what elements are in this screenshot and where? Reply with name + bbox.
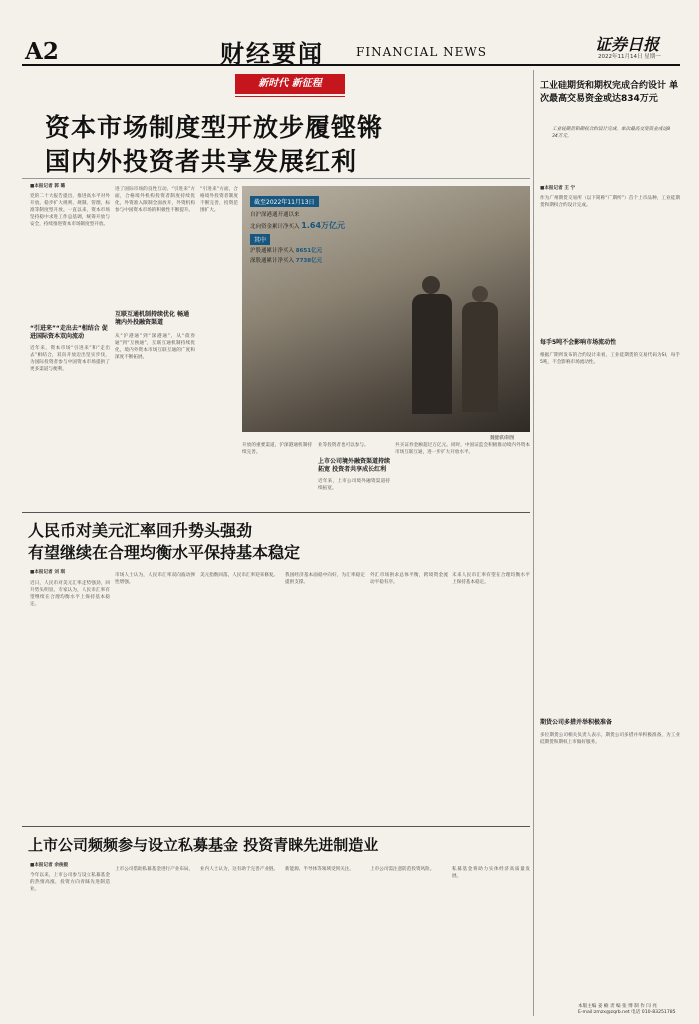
lead-headline-line2: 国内外投资者共享发展红利 bbox=[45, 147, 358, 176]
article3-column-5: 上市公司需注意防范投资风险。 bbox=[370, 867, 435, 872]
article2-byline: ■本报记者 刘 琪 bbox=[30, 570, 66, 575]
lead-photo bbox=[242, 186, 530, 432]
sidebar-footer: 本版主编 姜 楠 责 编 张 博 制 作 闫 亮 E-mail:zmzx@zqrb.net 电话 010-83251785 bbox=[578, 1004, 676, 1015]
article3-top-rule bbox=[22, 826, 530, 827]
infobox-line2-prefix: 北向资金累计净买入 bbox=[250, 224, 300, 230]
lead-subhead-3b bbox=[318, 458, 390, 474]
article2-column-4: 我国经济基本面稳中向好，为汇率稳定提供支撑。 bbox=[285, 573, 365, 585]
banner-underline bbox=[235, 96, 345, 97]
infobox-line2-value: 1.64万亿元 bbox=[301, 221, 346, 230]
image-credit: 魏健骐/制图 bbox=[490, 436, 515, 441]
article2-column-3: 美元指数回落，人民币汇率迎来修复。 bbox=[200, 573, 279, 578]
infobox-tag: 其中 bbox=[250, 234, 270, 245]
article2-column-5: 外汇市场供求总体平衡，跨境资金流动平稳有序。 bbox=[370, 573, 448, 585]
article2-headline-line1: 人民币对美元汇率回升势头强劲 bbox=[28, 521, 253, 540]
sidebar-column-2: 根据广期所发布的合约设计来看，工业硅期货的交易代码为SI，每手5吨，不会影响市场流动性。 bbox=[540, 353, 680, 365]
article3-byline: ■本报记者 余俊毅 bbox=[30, 863, 69, 868]
article3-column-6: 私募基金将助力实体经济高质量发展。 bbox=[452, 867, 530, 879]
article3-column-2: 上市公司借助私募基金进行产业布局。 bbox=[115, 867, 194, 872]
infobox-line3-value: 8651亿元 bbox=[295, 248, 323, 254]
article2-column-1: 近日，人民币对美元汇率走势强劲，回升势头明显。专家认为，人民币汇率有望继续在合理均衡水平上保持基本稳定。 bbox=[30, 581, 110, 607]
infobox-date: 截至2022年11月13日 bbox=[250, 196, 319, 207]
lead-column-3: “引进来”方面，合格境外投资者制度不断完善，投资范围扩大。 bbox=[200, 187, 238, 213]
infobox-line4-value: 7738亿元 bbox=[295, 258, 323, 264]
article2-column-2: 市场人士认为，人民币汇率双向波动弹性增强。 bbox=[115, 573, 195, 585]
lead-subhead-2-text: 互联互通机制持续优化 畅通境内外投融资渠道 bbox=[115, 311, 190, 326]
infobox-line1: 自沪深港通开通以来 bbox=[250, 212, 300, 218]
lead-byline: ■本报记者 郭 璐 bbox=[30, 184, 66, 189]
article3-column-4: 新能源、半导体等领域受到关注。 bbox=[285, 867, 354, 872]
sidebar-column-1: 作为广州期货交易所（以下简称“广期所”）首个上市品种，工业硅期货和期权合约设计完成。 bbox=[540, 196, 680, 208]
masthead bbox=[0, 0, 699, 68]
sidebar-column-3: 多位期货公司相关负责人表示，期货公司多措并举积极准备，为工业硅期货和期权上市做好服务。 bbox=[540, 733, 680, 745]
header-rule bbox=[22, 64, 680, 66]
lead-subhead-1-text: “引进来”“走出去”相结合 促进国际资本双向流动 bbox=[30, 325, 108, 340]
section-title-en: FINANCIAL NEWS bbox=[356, 45, 487, 59]
figure-body-1 bbox=[412, 294, 452, 414]
sidebar-subhead-1: 每手5吨不会影响市场流动性 bbox=[540, 339, 617, 346]
sidebar-summary: 工业硅期货和期权合约设计完成，单次最高交易资金或达834万元。 bbox=[552, 127, 670, 139]
infobox-line4-prefix: 深股通累计净买入 bbox=[250, 258, 295, 264]
infobox-line3 bbox=[250, 246, 322, 254]
sidebar-subhead-2: 期货公司多措并举积极准备 bbox=[540, 719, 613, 726]
sidebar-divider bbox=[533, 70, 534, 1016]
figure-body-2 bbox=[462, 302, 498, 412]
article3-column-1: 今年以来，上市公司参与设立私募基金的热情高涨，投资方向青睐先进制造业。 bbox=[30, 873, 110, 892]
infobox-line3-prefix: 沪股通累计净买入 bbox=[250, 248, 295, 254]
lead-column-5b: 近年来，上市公司境外融资渠道持续拓宽。 bbox=[318, 479, 390, 491]
article3-headline: 上市公司频频参与设立私募基金 投资青睐先进制造业 bbox=[28, 836, 379, 854]
lead-subhead-1 bbox=[30, 325, 110, 341]
lead-headline-rule bbox=[22, 178, 530, 179]
section-title: 财经要闻 bbox=[220, 40, 324, 68]
sidebar-headline: 工业硅期货和期权完成合约设计 单次最高交易资金或达834万元 bbox=[540, 81, 679, 104]
infobox-line2 bbox=[250, 220, 345, 231]
lead-subhead-2 bbox=[115, 311, 195, 327]
article2-top-rule bbox=[22, 512, 530, 513]
page-number: A2 bbox=[25, 38, 59, 65]
illustration-figures bbox=[392, 206, 522, 426]
date-line: 2022年11月14日 星期一 bbox=[598, 54, 661, 60]
lead-column-2: 进了国际市场的良性互动。“引进来”方面，合格境外机构投资者制度持续优化，外资准入限制全面放开，外资机构参与中国资本市场的积极性不断提升。 bbox=[115, 187, 195, 213]
lead-column-5: 业等投资者也可以参与。 bbox=[318, 443, 369, 448]
lead-column-4: 开放的重要渠道，沪深港通机制持续完善。 bbox=[242, 443, 312, 455]
infobox bbox=[250, 196, 370, 266]
lead-subhead-3-text: 上市公司境外融资渠道持续拓宽 投资者共享成长红利 bbox=[318, 458, 391, 473]
banner-label: 新时代 新征程 bbox=[235, 74, 345, 94]
infobox-line4 bbox=[250, 256, 322, 264]
figure-head-2 bbox=[472, 286, 488, 302]
article2-column-6: 未来人民币汇率有望在合理均衡水平上保持基本稳定。 bbox=[452, 573, 530, 585]
lead-column-6: 共买证券金额超过万亿元。同时，中国证监会积极推动境内外资本市场互联互通，进一步扩大开放水平。 bbox=[395, 443, 530, 455]
lead-column-2b: 从“沪港通”到“深港通”，从“债券通”到“互换通”，互联互通机制持续优化，境内外资本市场互联互通的广度和深度不断拓展。 bbox=[115, 334, 195, 360]
article3-column-3: 业内人士认为，这有助于完善产业链。 bbox=[200, 867, 279, 872]
lead-column-1b: 近年来，资本市场“引进来”和“走出去”相结合，双向开放迈出坚实步伐，为国际投资者参与中国资本市场提供了更多渠道与便利。 bbox=[30, 346, 110, 372]
figure-head-1 bbox=[422, 276, 440, 294]
article2-headline-line2: 有望继续在合理均衡水平保持基本稳定 bbox=[28, 543, 301, 562]
sidebar-byline: ■本报记者 王 宁 bbox=[540, 186, 576, 191]
banner bbox=[235, 74, 345, 100]
lead-headline-line1: 资本市场制度型开放步履铿锵 bbox=[45, 113, 384, 142]
paper-name: 证券日报 bbox=[595, 35, 660, 54]
lead-column-1: 党的二十大报告提出，推进高水平对外开放。稳步扩大规则、规制、管理、标准等制度型开放。一直以来，资本市场坚持稳中求进工作总基调，统筹开放与安全，持续推进资本市场制度型开放。 bbox=[30, 194, 110, 227]
